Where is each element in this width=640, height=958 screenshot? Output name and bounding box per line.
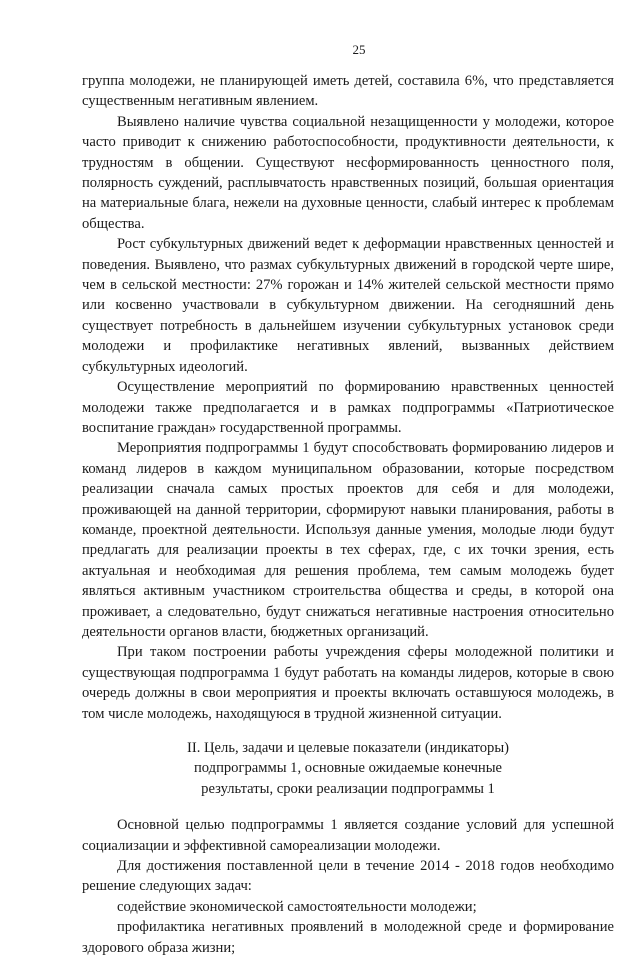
paragraph-group-continuation: группа молодежи, не планирующей иметь детей, составила 6%, что представляется существенным негативным явлением. — [82, 73, 614, 110]
paragraph-main-goal: Основной целью подпрограммы 1 является создание условий для успешной социализации и эффективной самореализации молодежи. — [82, 817, 614, 854]
document-page — [82, 42, 614, 956]
section-heading — [82, 738, 614, 799]
paragraph-tasks-intro: Для достижения поставленной цели в течение 2014 - 2018 годов необходимо решение следующих задач: — [82, 858, 614, 895]
section-heading-line-2: подпрограммы 1, основные ожидаемые конечные — [193, 760, 503, 777]
list-item-prevention-healthy-lifestyle: профилактика негативных проявлений в молодежной среде и формирование здорового образа жизни; — [82, 919, 614, 956]
paragraph-social-insecurity: Выявлено наличие чувства социальной незащищенности у молодежи, которое часто приводит к снижению работоспособности, продуктивности деятельности, к трудностям в общении. Существуют несформированность ценностного поля, полярность суждений, расплывчатость нравственных позиций, большая ориентация на материальные блага, нежели на духовные ценности, слабый интерес к проблемам общества. — [82, 113, 614, 232]
paragraph-work-structure: При таком построении работы учреждения сферы молодежной политики и существующая подпрограмма 1 будут работать на команды лидеров, которые в свою очередь должны в свои мероприятия и проекты включать оставшуюся молодежь, в том числе молодежь, находящуюся в трудной жизненной ситуации. — [82, 644, 614, 722]
page-number: 25 — [352, 42, 366, 57]
list-item-economic-independence: содействие экономической самостоятельности молодежи; — [117, 898, 477, 915]
paragraph-leaders-formation: Мероприятия подпрограммы 1 будут способствовать формированию лидеров и команд лидеров в каждом муниципальном образовании, которые посредством реализации сначала самых простых проектов для себя и для молодежи, проживающей на данной территории, сформируют навыки планирования, работы в команде, проектной деятельности. Используя данные умения, молодые люди будут предлагать для реализации проекты в тех сферах, где, с их точки зрения, есть актуальная и необходимая для решения проблема, тем самым молодежь будет являться активным участником строительства общества и среды, в которой она проживает, а следовательно, будут снижаться негативные настроения относительно деятельности органов власти, бюджетных организаций. — [82, 440, 614, 640]
paragraph-subculture-growth: Рост субкультурных движений ведет к деформации нравственных ценностей и поведения. Выявлено, что размах субкультурных движений в городской черте шире, чем в сельской местности: 27% горожан и 14% жителей сельской местности прямо или косвенно участвовали в субкультурном движении. На сегодняшний день существует потребность в дальнейшем изучении субкультурных установок среди молодежи и профилактике негативных явлений, вызванных действием субкультурных идеологий. — [82, 236, 614, 375]
paragraph-patriotic-subprogram: Осуществление мероприятий по формированию нравственных ценностей молодежи также предполагается и в рамках подпрограммы «Патриотическое воспитание граждан» государственной программы. — [82, 379, 614, 436]
section-heading-line-3: результаты, сроки реализации подпрограммы 1 — [201, 780, 495, 797]
section-heading-line-1: II. Цель, задачи и целевые показатели (индикаторы) — [187, 740, 509, 756]
